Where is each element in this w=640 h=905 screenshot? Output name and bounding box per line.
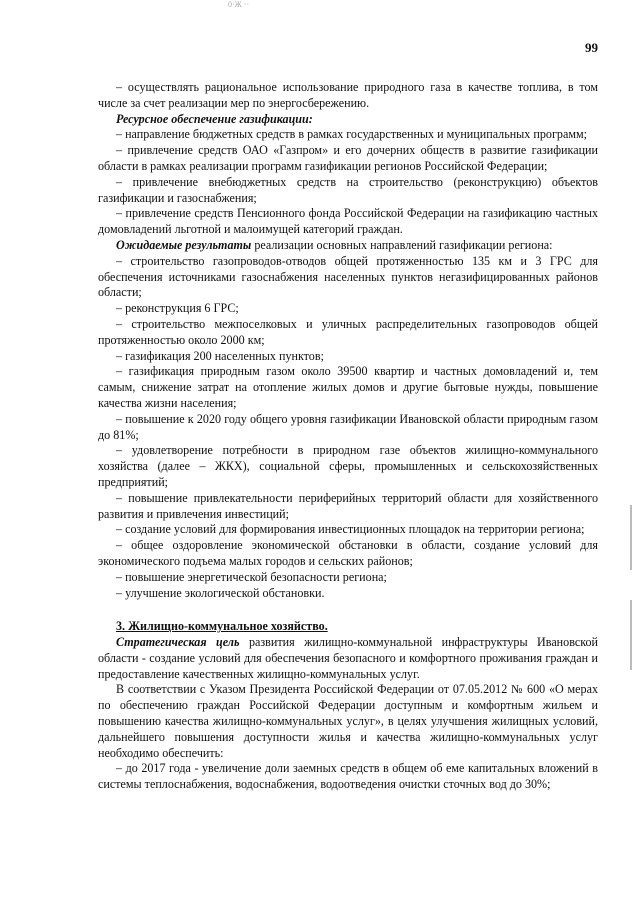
list-item: – до 2017 года - увеличение доли заемных средств в общем об еме капитальных вложений в системы теплоснабжения, водоснабжения, водоотведения очистки сточных вод до 30%; xyxy=(98,761,598,792)
list-item: – улучшение экологической обстановки. xyxy=(116,585,325,600)
paragraph-text: развития жилищно-коммунальной инфраструктуры Ивановской области - создание условий для обеспечения безопасного и комфортного проживания граждан и предоставление качественных жилищно-коммунальных услуг. xyxy=(98,635,598,681)
list-item: – направление бюджетных средств в рамках государственных и муниципальных программ; xyxy=(116,127,587,142)
document-body xyxy=(98,80,598,793)
subsection-heading: Ресурсное обеспечение газификации: xyxy=(116,111,313,126)
list-item: – газификация природным газом около 39500 квартир и частных домовладений и, тем самым, снижение затрат на отопление жилых домов и другие бытовые нужды, повышение качества жизни населения; xyxy=(98,364,598,410)
list-item: – создание условий для формирования инвестиционных площадок на территории региона; xyxy=(116,522,585,537)
list-item: – повышение привлекательности периферийных территорий области для хозяйственного развития и привлечения инвестиций; xyxy=(98,490,598,521)
list-item: – привлечение средств Пенсионного фонда Российской Федерации на газификацию частных домовладений льготной и малоимущей категорий граждан. xyxy=(98,206,598,237)
list-item: – газификация 200 населенных пунктов; xyxy=(116,348,324,363)
scan-artifact-mark: 0·Ж ·· xyxy=(228,0,250,9)
section-title: 3. Жилищно-коммунальное хозяйство. xyxy=(116,619,328,634)
list-item: – удовлетворение потребности в природном газе объектов жилищно-коммунального хозяйства (далее – ЖКХ), социальной сферы, промышленных и сельскохозяйственных предприятий; xyxy=(98,443,598,489)
list-item: – общее оздоровление экономической обстановки в области, создание условий для экономического подъема малых городов и сельских районов; xyxy=(98,538,598,568)
scan-edge-mark xyxy=(630,600,632,670)
paragraph xyxy=(98,238,598,254)
paragraph-text: реализации основных направлений газификации региона: xyxy=(251,237,553,252)
page-number: 99 xyxy=(585,40,598,55)
list-item: – реконструкция 6 ГРС; xyxy=(116,301,239,316)
paragraph-lead: Ожидаемые результаты xyxy=(116,237,252,252)
scan-edge-mark xyxy=(630,505,632,570)
list-item: – повышение энергетической безопасности региона; xyxy=(116,569,387,584)
list-item: – строительство газопроводов-отводов общей протяженностью 135 км и 3 ГРС для обеспечения источниками газоснабжения населенных пунктов негазифицированных районов области; xyxy=(98,253,598,300)
paragraph xyxy=(98,635,598,682)
list-item: – привлечение средств ОАО «Газпром» и его дочерних обществ в развитие газификации области в рамках реализации программ газификации регионов Российской Федерации; xyxy=(98,143,598,173)
list-item: – повышение к 2020 году общего уровня газификации Ивановской области природным газом до 81%; xyxy=(98,411,598,442)
list-item: – строительство межпоселковых и уличных распределительных газопроводов общей протяженностью около 2000 км; xyxy=(98,316,598,347)
paragraph-lead: Стратегическая цель xyxy=(116,635,240,650)
list-item: – привлечение внебюджетных средств на строительство (реконструкцию) объектов газификации и газоснабжения; xyxy=(98,174,598,205)
list-item: – осуществлять рациональное использование природного газа в качестве топлива, в том числе за счет реализации мер по энергосбережению. xyxy=(98,80,598,110)
list-item: В соответствии с Указом Президента Российской Федерации от 07.05.2012 № 600 «О мерах по обеспечению граждан Российской Федерации доступным и комфортным жильем и повышению качества жилищно-коммунальных услуг», в целях улучшения жилищных условий, дальнейшего повышения доступности жилья и качества жилищно-коммунальных услуг необходимо обеспечить: xyxy=(98,682,598,760)
